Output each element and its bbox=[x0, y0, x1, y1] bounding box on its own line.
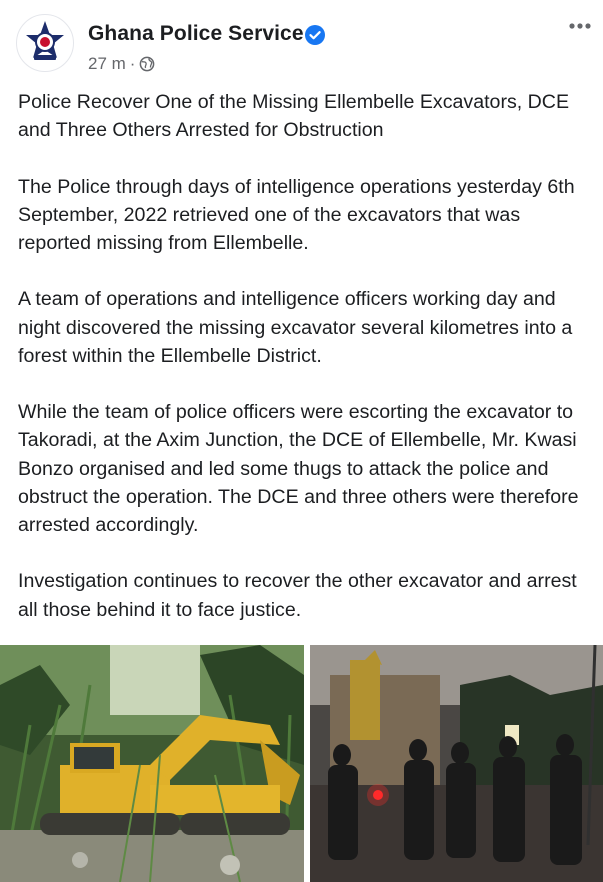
police-crest-icon bbox=[17, 15, 73, 71]
more-options-icon[interactable] bbox=[565, 16, 595, 36]
night-scene-image bbox=[310, 645, 603, 882]
night-scene-photo[interactable] bbox=[310, 645, 603, 882]
photo-grid bbox=[0, 645, 603, 882]
excavator-photo[interactable] bbox=[0, 645, 304, 882]
post-headline: Police Recover One of the Missing Ellembelle Excavators, DCE and Three Others Arrested for Obstruction bbox=[18, 91, 570, 142]
post-header bbox=[0, 0, 603, 88]
post-paragraph: Investigation continues to recover the other excavator and arrest all those behind it to face justice. bbox=[18, 570, 577, 621]
post-paragraph: The Police through days of intelligence operations yesterday 6th September, 2022 retrieved one of the excavators that was reported missing from Ellembelle. bbox=[18, 175, 575, 254]
post-time[interactable]: 27 m bbox=[88, 54, 126, 73]
post-paragraph: A team of operations and intelligence officers working day and night discovered the missing excavator several kilometres into a forest within the Ellembelle District. bbox=[18, 288, 573, 367]
verified-badge-icon bbox=[305, 25, 325, 45]
globe-icon bbox=[139, 56, 155, 72]
page-name[interactable]: Ghana Police Service bbox=[88, 22, 304, 45]
meta-separator: · bbox=[129, 54, 136, 73]
post-meta bbox=[88, 54, 155, 74]
post-body bbox=[18, 88, 598, 652]
post-paragraph: While the team of police officers were escorting the excavator to Takoradi, at the Axim Junction, the DCE of Ellembelle, Mr. Kwasi Bonzo organised and led some thugs to attack the police and obstruct the operation. The DCE and three others were therefore arrested accordingly. bbox=[18, 401, 579, 536]
page-avatar[interactable] bbox=[16, 14, 74, 72]
excavator-image bbox=[0, 645, 304, 882]
